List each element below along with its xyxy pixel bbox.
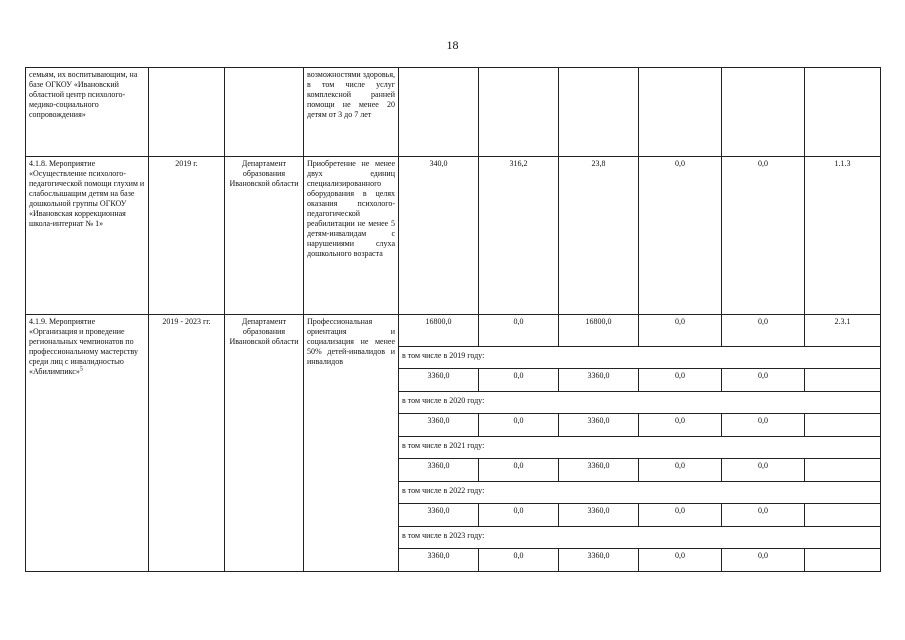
value-local: 0,0 (639, 315, 722, 347)
value-other: 0,0 (722, 414, 805, 437)
table-row-4-1-9 (26, 315, 881, 347)
value-federal: 316,2 (479, 157, 559, 315)
executor-cell (225, 68, 304, 157)
value-other: 0,0 (722, 315, 805, 347)
code-cell: 1.1.3 (805, 157, 881, 315)
result-cell: Профессиональная ориентация и социализация не менее 50% детей-инвалидов и инвалидов (304, 315, 399, 572)
value-regional: 3360,0 (559, 369, 639, 392)
value-total: 3360,0 (399, 459, 479, 482)
value-regional: 3360,0 (559, 549, 639, 572)
budget-table (25, 67, 881, 572)
page-number: 18 (446, 38, 459, 52)
value-total: 3360,0 (399, 369, 479, 392)
value-federal: 0,0 (479, 549, 559, 572)
value-local: 0,0 (639, 157, 722, 315)
value-total: 3360,0 (399, 504, 479, 527)
table-row-4-1-8 (26, 157, 881, 315)
measure-name-cell: семьям, их воспитывающим, на базе ОГКОУ «Ивановский областной центр психолого-медико-социального сопровождения» (26, 68, 149, 157)
year-label: в том числе в 2022 году: (399, 482, 881, 504)
result-cell: возможностями здоровья, в том числе услуг комплексной ранней помощи не менее 20 детям от 3 до 7 лет (304, 68, 399, 157)
value-other: 0,0 (722, 504, 805, 527)
value-regional: 3360,0 (559, 504, 639, 527)
executor-cell: Департамент образования Ивановской области (225, 315, 304, 572)
value-other: 0,0 (722, 157, 805, 315)
footnote-mark: 5 (79, 366, 83, 373)
code-cell: 2.3.1 (805, 315, 881, 347)
measure-name-cell: 4.1.8. Мероприятие «Осуществление психолого-педагогической помощи глухим и слабослышащим детям на базе дошкольной группы ОГКОУ «Ивановская коррекционная школа-интернат № 1» (26, 157, 149, 315)
period-cell (149, 68, 225, 157)
value-other: 0,0 (722, 549, 805, 572)
value-total: 3360,0 (399, 549, 479, 572)
value-other: 0,0 (722, 369, 805, 392)
value-federal: 0,0 (479, 369, 559, 392)
value-federal: 0,0 (479, 315, 559, 347)
period-cell: 2019 г. (149, 157, 225, 315)
period-cell: 2019 - 2023 гг. (149, 315, 225, 572)
year-label: в том числе в 2021 году: (399, 437, 881, 459)
value-total: 340,0 (399, 157, 479, 315)
value-regional: 3360,0 (559, 414, 639, 437)
value-total: 3360,0 (399, 414, 479, 437)
value-regional: 16800,0 (559, 315, 639, 347)
value-local: 0,0 (639, 414, 722, 437)
year-label: в том числе в 2019 году: (399, 347, 881, 369)
year-label: в том числе в 2023 году: (399, 527, 881, 549)
value-total: 16800,0 (399, 315, 479, 347)
value-regional: 3360,0 (559, 459, 639, 482)
result-cell: Приобретение не менее двух единиц специализированного оборудования в целях оказания психолого-педагогической реабилитации не менее 5 детям-инвалидам с нарушениями слуха дошкольного возраста (304, 157, 399, 315)
value-federal: 0,0 (479, 414, 559, 437)
value-other: 0,0 (722, 459, 805, 482)
measure-name-cell: 4.1.9. Мероприятие «Организация и проведение региональных чемпионатов по профессиональному мастерству среди лиц с инвалидностью «Абилимпикс»$^5$ (26, 315, 149, 572)
value-federal: 0,0 (479, 459, 559, 482)
value-local: 0,0 (639, 369, 722, 392)
value-local: 0,0 (639, 459, 722, 482)
value-local: 0,0 (639, 549, 722, 572)
value-federal: 0,0 (479, 504, 559, 527)
year-label: в том числе в 2020 году: (399, 392, 881, 414)
value-local: 0,0 (639, 504, 722, 527)
table-row-continuation (26, 68, 881, 157)
value-regional: 23,8 (559, 157, 639, 315)
executor-cell: Департамент образования Ивановской области (225, 157, 304, 315)
